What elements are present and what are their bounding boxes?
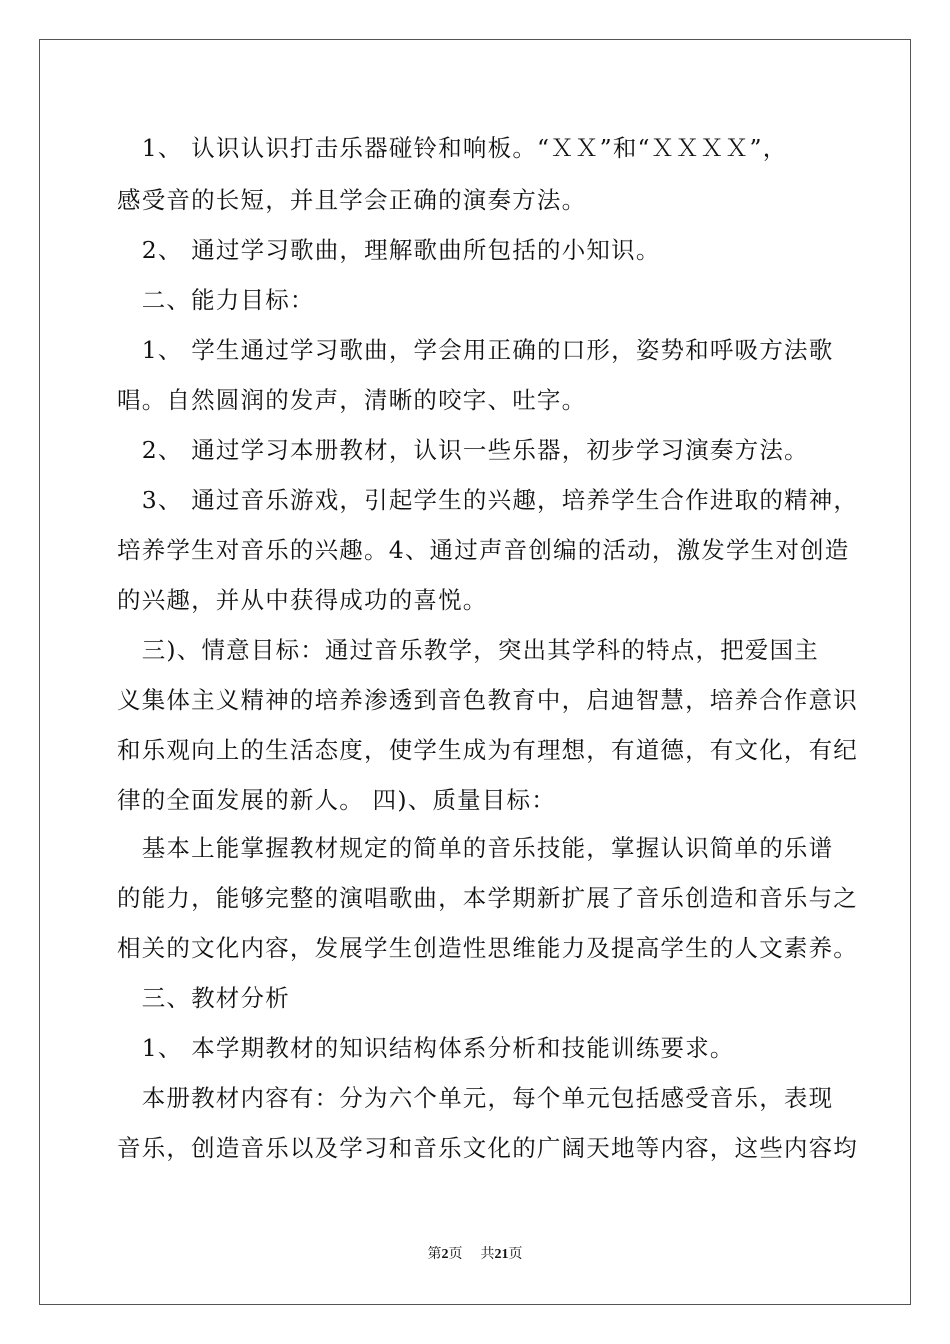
text-line: 3、 通过音乐游戏，引起学生的兴趣，培养学生合作进取的精神，	[117, 486, 859, 514]
text-line: 义集体主义精神的培养渗透到音色教育中，启迪智慧，培养合作意识	[117, 686, 858, 714]
text-line: 2、 通过学习本册教材，认识一些乐器，初步学习演奏方法。	[117, 436, 809, 464]
text-line: 1、 认识认识打击乐器碰铃和响板。“ＸＸ”和“ＸＸＸＸ”，	[117, 134, 788, 162]
page-footer	[0, 1246, 950, 1264]
text-line: 相关的文化内容，发展学生创造性思维能力及提高学生的人文素养。	[117, 934, 858, 962]
text-line: 三、教材分析	[117, 984, 290, 1012]
text-line: 本册教材内容有：分为六个单元，每个单元包括感受音乐，表现	[117, 1084, 834, 1112]
text-line: 二、能力目标：	[117, 286, 315, 314]
text-line: 感受音的长短，并且学会正确的演奏方法。	[117, 186, 587, 214]
text-line: 1、 学生通过学习歌曲，学会用正确的口形，姿势和呼吸方法歌	[117, 336, 834, 364]
page-border	[39, 39, 911, 1305]
text-line: 唱。自然圆润的发声，清晰的咬字、吐字。	[117, 386, 587, 414]
text-line: 培养学生对音乐的兴趣。4、通过声音创编的活动，激发学生对创造	[117, 536, 850, 564]
text-line: 基本上能掌握教材规定的简单的音乐技能，掌握认识简单的乐谱	[117, 834, 834, 862]
text-line: 和乐观向上的生活态度，使学生成为有理想，有道德，有文化，有纪	[117, 736, 858, 764]
page-number: 第2页	[427, 1247, 463, 1262]
text-line: 律的全面发展的新人。 四)、质量目标：	[117, 786, 556, 814]
text-line: 音乐，创造音乐以及学习和音乐文化的广阔天地等内容，这些内容均	[117, 1134, 858, 1162]
page-total: 共21页	[480, 1247, 523, 1262]
text-line: 的兴趣，并从中获得成功的喜悦。	[117, 586, 488, 614]
text-line: 三)、情意目标：通过音乐教学，突出其学科的特点，把爱国主	[117, 636, 819, 664]
text-line: 的能力，能够完整的演唱歌曲，本学期新扩展了音乐创造和音乐与之	[117, 884, 858, 912]
text-line: 1、 本学期教材的知识结构体系分析和技能训练要求。	[117, 1034, 735, 1062]
text-line: 2、 通过学习歌曲，理解歌曲所包括的小知识。	[117, 236, 661, 264]
